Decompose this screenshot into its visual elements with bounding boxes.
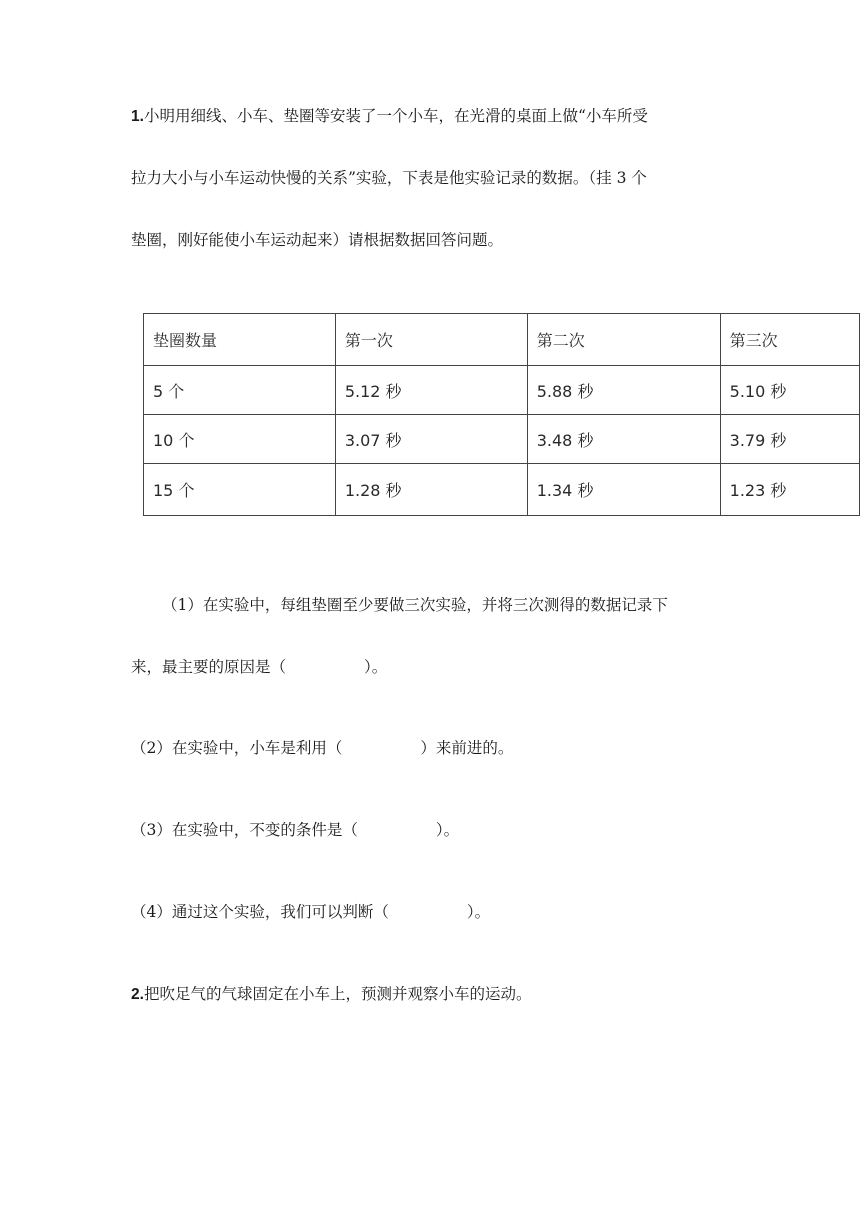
table-cell: 15 个	[144, 464, 336, 516]
sub-question-2	[131, 738, 513, 758]
table-cell: 1.34 秒	[527, 464, 720, 516]
table-cell: 5.88 秒	[527, 366, 720, 415]
table-cell: 1.28 秒	[335, 464, 527, 516]
table-row	[144, 366, 860, 415]
sub-question-1-line-2	[131, 657, 387, 677]
question-1-line-3: 垫圈，刚好能使小车运动起来）请根据数据回答问题。	[131, 231, 504, 249]
table-cell: 1.23 秒	[720, 464, 859, 516]
sub-question-3-text-after: ）。	[435, 821, 460, 839]
sub-question-1-text-before: 来，最主要的原因是（	[131, 658, 287, 676]
sub-question-4-text-after: ）。	[466, 903, 491, 921]
data-table	[143, 313, 860, 516]
table-header-cell: 第二次	[527, 314, 720, 366]
question-2-number: 2.	[131, 986, 144, 1003]
sub-question-1-line-1: （1）在实验中，每组垫圈至少要做三次实验，并将三次测得的数据记录下	[162, 596, 668, 614]
sub-question-4	[131, 902, 490, 922]
table-cell: 3.07 秒	[335, 415, 527, 464]
question-1-line-1	[131, 106, 648, 127]
table-cell: 5.12 秒	[335, 366, 527, 415]
question-1-line-2: 拉力大小与小车运动快慢的关系”实验，下表是他实验记录的数据。（挂 3 个	[131, 169, 647, 187]
question-2-text: 把吹足气的气球固定在小车上，预测并观察小车的运动。	[143, 985, 532, 1003]
sub-question-2-text-after: ）来前进的。	[420, 739, 514, 757]
question-1-text-1: 小明用细线、小车、垫圈等安装了一个小车，在光滑的桌面上做“小车所受	[143, 107, 648, 125]
table-cell: 10 个	[144, 415, 336, 464]
table-header-cell: 垫圈数量	[144, 314, 336, 366]
table-row	[144, 415, 860, 464]
table-cell: 3.79 秒	[720, 415, 859, 464]
question-1-number: 1.	[131, 108, 144, 125]
sub-question-1-text-after: ）。	[364, 658, 388, 676]
table-header-row	[144, 314, 860, 366]
table-cell: 3.48 秒	[527, 415, 720, 464]
sub-question-3	[131, 820, 459, 840]
table-cell: 5.10 秒	[720, 366, 859, 415]
table-header-cell: 第三次	[720, 314, 859, 366]
sub-question-2-text-before: （2）在实验中，小车是利用（	[131, 739, 343, 757]
question-2	[131, 984, 531, 1005]
table-cell: 5 个	[144, 366, 336, 415]
sub-question-4-text-before: （4）通过这个实验，我们可以判断（	[131, 903, 389, 921]
sub-question-3-text-before: （3）在实验中，不变的条件是（	[131, 821, 358, 839]
table-row	[144, 464, 860, 516]
table-header-cell: 第一次	[335, 314, 527, 366]
